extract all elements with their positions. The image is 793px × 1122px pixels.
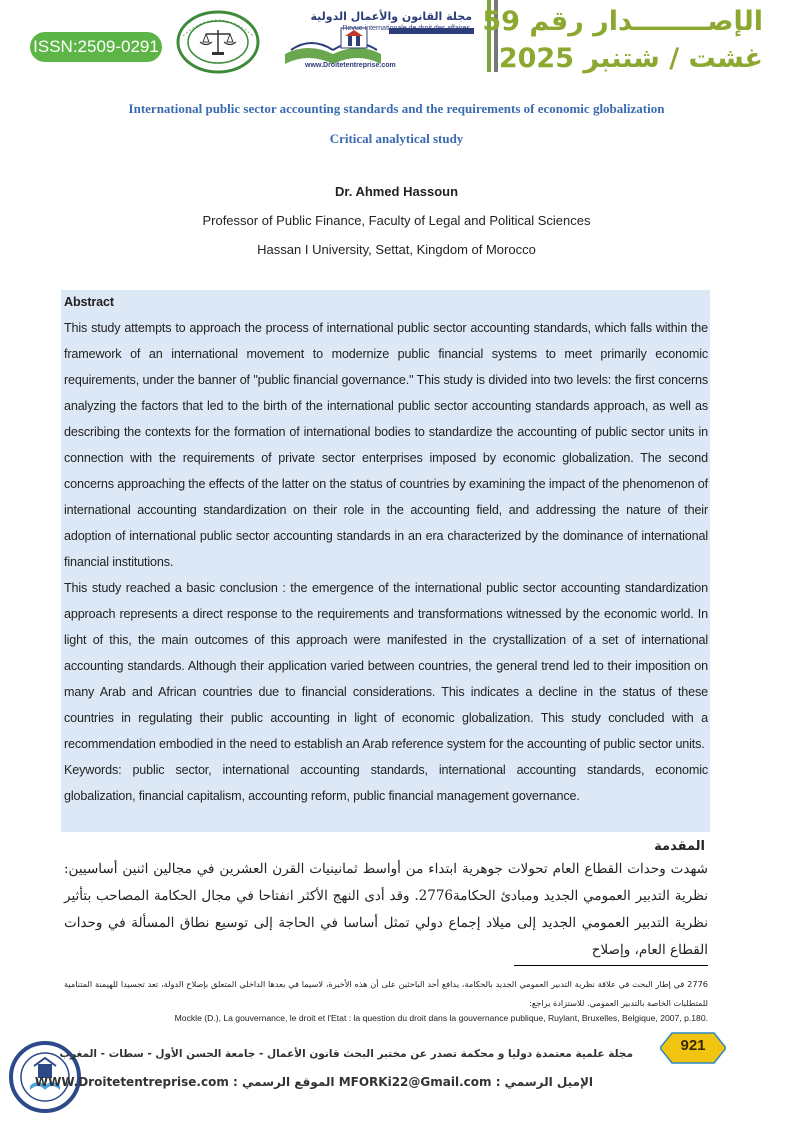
abstract-section [64, 289, 708, 809]
body-text [64, 856, 708, 964]
email-label: الإميل الرسمي : [495, 1075, 593, 1089]
journal-name: مجلة القانون والأعمال الدولية [310, 10, 472, 23]
site-label: الموقع الرسمي : [233, 1075, 335, 1089]
footer-website[interactable]: WWW.Droitetentreprise.com [34, 1075, 229, 1089]
body-paragraph: شهدت وحدات القطاع العام تحولات جوهرية ابتداء من أواسط ثمانينيات القرن العشرين في مجالين اثنين أساسيين: نظرية التدبير العمومي الجديد ومبادئ الحكامة2776. وقد أدى النهج الأكثر انفتاحا في مجال الحكامة المصاحب بتأثير نظرية التدبير العمومي الجديد إلى ميلاد إجماع دولي تمثل أساسا في الحاجة إلى توسيع نطاق المسألة في وحدات القطاع العام، وإصلاح [64, 861, 708, 958]
footer-contact [35, 1075, 593, 1089]
abstract-paragraph: This study attempts to approach the process of international public sector accounting standards, which falls within the framework of an international movement to modernize public financial systems to meet primarily economic requirements, under the banner of "public financial governance." This study is divided into two levels: the first concerns analyzing the factors that led to the birth of the international public sector accounting standards approach, as well as describing the contexts for the formation of international bodies to standardize the accounting of public sector units in connection with the requirements of private sector enterprises imposed by economic globalization. The second concerns approaching the effects of the latter on the status of countries by examining the impact of the phenomenon of international accounting standardization on their role in the accounting field, and addressing the nature of their adoption of international public sector accounting standards in an era characterized by the dominance of international financial institutions. [64, 321, 708, 569]
footnote [64, 975, 708, 1013]
issue-date: غشت / شتنبر 2025 [498, 43, 763, 74]
footer-journal-info: مجلة علمية معتمدة دوليا و محكمة تصدر عن مختبر البحث قانون الأعمال - جامعة الحسن الأول - سطات - المغرب [59, 1048, 633, 1060]
issn-badge: ISSN:2509-0291 [30, 32, 162, 62]
footnote-separator [514, 965, 708, 966]
journal-logo [283, 6, 478, 72]
abstract-paragraph: This study reached a basic conclusion : the emergence of the international public sector accounting standardization approach represents a direct response to the requirements and transformations witnessed by the economic world. In light of this, the main outcomes of this approach were manifested in the crystallization of a set of international accounting standards. Although their application varied between countries, the general trend led to their imposition on many Arab and African countries due to financial considerations. This indicates a decline in the status of these countries in regulating their public accounting in light of economic globalization. This study concluded with a recommendation embodied in the need to establish an Arab reference system for the accounting of public sector units. [64, 581, 708, 751]
article-title-en: International public sector accounting standards and the requirements of economic globalization [128, 101, 665, 116]
author-university: Hassan I University, Settat, Kingdom of Morocco [257, 242, 536, 257]
article-subtitle-en: Critical analytical study [329, 131, 464, 146]
footnote-reference: Mockle (D.), La gouvernance, le droit et l'Etat : la question du droit dans la gouvernance publique, Ruylant, Bruxelles, Belgique, 2007, p.180. [174, 1013, 708, 1023]
footnote-text-ar: 2776 في إطار البحث في علاقة نظرية التدبير العمومي الجديد بالحكامة، يدافع أحد الباحثين على أن هذه الأخيرة، لاسيما في بعدها الداخلي المتعلق بإصلاح الدولة، تعد تجسيدا للهيمنة المتنامية للمتطلبات الخاصة بالتدبير العمومي. للاستزادة يراجع: [64, 979, 708, 1008]
issue-number: الإصــــــــدار رقم 59 [482, 6, 763, 37]
author-name: Dr. Ahmed Hassoun [334, 184, 459, 199]
abstract-heading: Abstract [64, 295, 114, 309]
journal-url: www.Droitetentreprise.com [305, 62, 396, 69]
author-affiliation: Professor of Public Finance, Faculty of Legal and Political Sciences [202, 213, 591, 228]
journal-subtitle: Revue internationale de droit des affaires [342, 25, 470, 32]
laboratory-seal-logo [173, 10, 263, 74]
footer-email[interactable]: MFORKi22@Gmail.com [338, 1075, 492, 1089]
abstract-keywords: Keywords: public sector, international accounting standards, international accounting standards, economic globalization, financial capitalism, accounting reform, public financial management governance. [64, 763, 708, 803]
page-number: 921 [680, 1037, 706, 1054]
section-heading: المقدمة [654, 839, 705, 854]
